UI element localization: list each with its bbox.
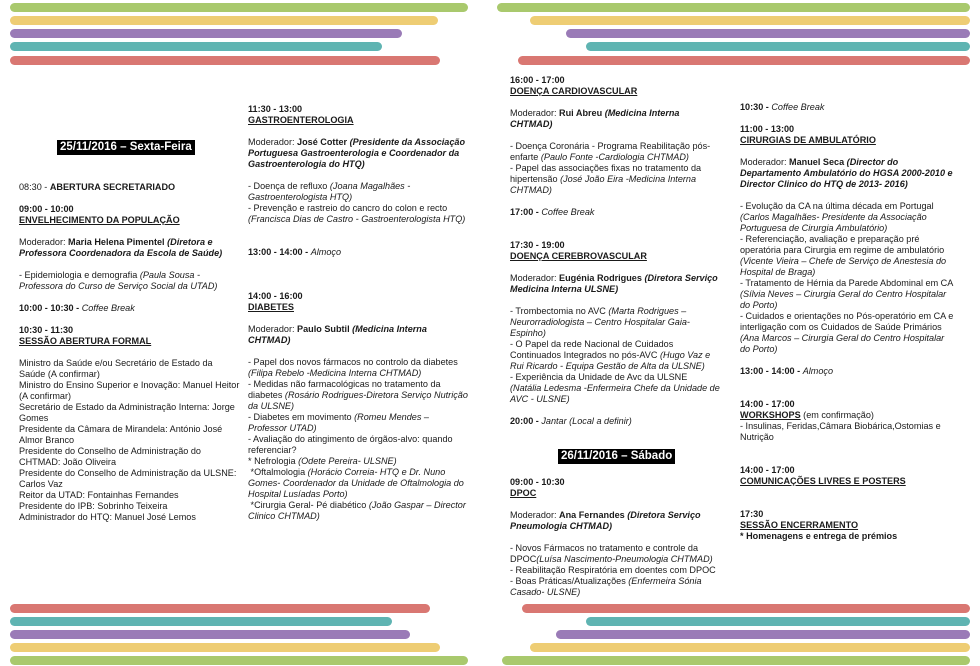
schedule-entry: 08:30 - ABERTURA SECRETARIADO: [19, 182, 176, 192]
column-2: [248, 104, 470, 522]
talk-item: - Trombectomia no AVC (Marta Rodrigues – Neurorradiologista – Centro Hospitalar Gaia-Espinho): [510, 306, 690, 338]
talk-item: - Papel dos novos fármacos no controlo da diabetes (Filipa Rebelo -Medicina Interna CHTMAD): [248, 357, 458, 378]
stripe: [10, 617, 392, 626]
moderator: Moderador: Eugénia Rodrigues (Diretora Serviço Medicina Interna ULSNE): [510, 273, 718, 294]
talk-item: *Oftalmologia (Horácio Correia- HTQ e Dr. Nuno Gomes- Coordenador da Unidade de Oftalmologia do Hospital Lusíadas Porto): [248, 467, 464, 499]
session-title: DPOC: [510, 488, 537, 498]
opening-line: Presidente do Conselho de Administração da ULSNE: Carlos Vaz: [19, 468, 237, 489]
session-time: 17:30: [740, 509, 764, 519]
moderator: Moderador: Manuel Seca (Director do Departamento Ambulatório do HGSA 2000-2010 e Director Clinico do HTQ de 2013- 2016): [740, 157, 953, 189]
break-item: 10:30 - Coffee Break: [740, 102, 825, 112]
column-3: [510, 75, 720, 598]
session-time: 11:00 - 13:00: [740, 124, 795, 134]
session-time: 16:00 - 17:00: [510, 75, 565, 85]
talk-item: - Medidas não farmacológicas no tratamento da diabetes (Rosário Rodrigues-Diretora Serviço Nutrição da ULSNE): [248, 379, 468, 411]
session-title: DIABETES: [248, 302, 294, 312]
opening-line: Ministro do Ensino Superior e Inovação: Manuel Heitor (A confirmar): [19, 380, 240, 401]
break-item: 10:00 - 10:30 - Coffee Break: [19, 303, 135, 313]
moderator: Moderador: Rui Abreu (Medicina Interna CHTMAD): [510, 108, 680, 129]
stripe: [10, 56, 440, 65]
stripe: [566, 29, 970, 38]
column-1: [19, 140, 241, 523]
talk-item: - Referenciação, avaliação e preparação pré operatória para Cirurgia em regime de ambulatório (Vicente Vieira – Chefe de Serviço de Anestesia do Hospital de Braga): [740, 234, 947, 277]
stripe: [530, 643, 970, 652]
talk-item: - Epidemiologia e demografia (Paula Sousa - Professora do Curso de Serviço Social da UTAD): [19, 270, 218, 291]
session-title: CIRURGIAS DE AMBULATÓRIO: [740, 135, 876, 145]
talk-item: - Avaliação do atingimento de órgãos-alvo: quando referenciar?: [248, 434, 453, 455]
moderator: Moderador: José Cotter (Presidente da Associação Portuguesa Gastroenterologia e Coordenador da Gastroenterologia do HTQ): [248, 137, 466, 169]
session-title: SESSÃO ENCERRAMENTO: [740, 520, 859, 530]
talk-item: - Tratamento de Hérnia da Parede Abdominal em CA (Sílvia Neves – Cirurgia Geral do Centro Hospitalar do Porto): [740, 278, 953, 310]
stripe: [556, 630, 970, 639]
opening-line: Administrador do HTQ: Manuel José Lemos: [19, 512, 196, 522]
talk-item: - Evolução da CA na última década em Portugal (Carlos Magalhães- Presidente da Associação Portuguesa de Cirurgia Ambulatório): [740, 201, 934, 233]
stripe: [10, 656, 468, 665]
day-header: 26/11/2016 – Sábado: [558, 449, 675, 464]
opening-line: Presidente da Câmara de Mirandela: António José Almor Branco: [19, 424, 223, 445]
talk-item: - Doença de refluxo (Joana Magalhães - Gastroenterologista HTQ): [248, 181, 411, 202]
talk-item: - Diabetes em movimento (Romeu Mendes – Professor UTAD): [248, 412, 429, 433]
talk-item: *Cirurgia Geral- Pé diabético (João Gaspar – Director Clinico CHTMAD): [248, 500, 466, 521]
opening-line: Ministro da Saúde e/ou Secretário de Estado da Saúde (A confirmar): [19, 358, 213, 379]
moderator: Moderador: Paulo Subtil (Medicina Interna CHTMAD): [248, 324, 427, 345]
stripe: [586, 617, 970, 626]
break-item: 17:00 - Coffee Break: [510, 207, 595, 217]
session-time: 09:00 - 10:00: [19, 204, 74, 214]
talk-item: - Papel das associações fixas no tratamento da hipertensão (José João Eira -Medicina Interna CHTMAD): [510, 163, 702, 195]
talk-item: - Prevenção e rastreio do cancro do colon e recto (Francisca Dias de Castro - Gastroenterologista HTQ): [248, 203, 466, 224]
stripe: [10, 16, 438, 25]
session-title: DOENÇA CARDIOVASCULAR: [510, 86, 638, 96]
talk-item: * Nefrologia (Odete Pereira- ULSNE): [248, 456, 397, 466]
break-item: 13:00 - 14:00 - Almoço: [248, 247, 342, 257]
column-4: [740, 102, 955, 542]
session-title: SESSÃO ABERTURA FORMAL: [19, 336, 152, 346]
session-title: DOENÇA CEREBROVASCULAR: [510, 251, 647, 261]
session-time: 17:30 - 19:00: [510, 240, 565, 250]
stripe: [10, 29, 402, 38]
stripe: [502, 656, 970, 665]
session-title: GASTROENTEROLOGIA: [248, 115, 354, 125]
opening-line: Presidente do Conselho de Administração do CHTMAD: João Oliveira: [19, 446, 201, 467]
session-time: 11:30 - 13:00: [248, 104, 303, 114]
opening-line: Secretário de Estado da Administração Interna: Jorge Gomes: [19, 402, 235, 423]
session-time: 09:00 - 10:30: [510, 477, 565, 487]
stripe: [497, 3, 970, 12]
stripe: [530, 16, 970, 25]
opening-line: Presidente do IPB: Sobrinho Teixeira: [19, 501, 168, 511]
stripe: [10, 3, 468, 12]
day-header: 25/11/2016 – Sexta-Feira: [57, 140, 195, 155]
session-time: 14:00 - 17:00: [740, 399, 795, 409]
stripe: [10, 42, 382, 51]
moderator: Moderador: Ana Fernandes (Diretora Serviço Pneumologia CHTMAD): [510, 510, 701, 531]
stripe: [10, 643, 440, 652]
talk-item: - O Papel da rede Nacional de Cuidados Continuados Integrados no pós-AVC (Hugo Vaz e Rui Ricardo - Equipa Gestão de Alta da ULSNE): [510, 339, 711, 371]
moderator: Moderador: Maria Helena Pimentel (Diretora e Professora Coordenadora da Escola de Saúde): [19, 237, 223, 258]
opening-line: Reitor da UTAD: Fontainhas Fernandes: [19, 490, 179, 500]
talk-item: - Insulinas, Feridas,Câmara Biobárica,Ostomias e Nutrição: [740, 421, 941, 442]
talk-item: - Novos Fármacos no tratamento e controle da DPOC(Luísa Nascimento-Pneumologia CHTMAD): [510, 543, 713, 564]
session-time: 10:30 - 11:30: [19, 325, 74, 335]
talk-item: - Experiência da Unidade de Avc da ULSNE (Natália Ledesma -Enfermeira Chefe da Unidade de AVC - ULSNE): [510, 372, 720, 404]
session-title: COMUNICAÇÕES LIVRES E POSTERS: [740, 476, 906, 486]
session-title: ENVELHECIMENTO DA POPULAÇÃO: [19, 215, 180, 225]
stripe: [10, 604, 430, 613]
break-item: 13:00 - 14:00 - Almoço: [740, 366, 834, 376]
stripe: [518, 56, 970, 65]
session-title-line: WORKSHOPS (em confirmação): [740, 410, 874, 420]
stripe: [586, 42, 970, 51]
session-time: 14:00 - 17:00: [740, 465, 795, 475]
talk-item: - Reabilitação Respiratória em doentes com DPOC - Boas Práticas/Atualizações (Enfermeira Sónia Casado- ULSNE): [510, 565, 716, 597]
session-time: 14:00 - 16:00: [248, 291, 303, 301]
talk-item: * Homenagens e entrega de prémios: [740, 531, 898, 541]
talk-item: - Cuidados e orientações no Pós-operatório em CA e interligação com os Cuidados de Saúde Primários (Ana Marcos – Cirurgia Geral do Centro Hospitalar do Porto): [740, 311, 954, 354]
stripe: [522, 604, 970, 613]
stripe: [10, 630, 410, 639]
break-item: 20:00 - Jantar (Local a definir): [510, 416, 632, 426]
talk-item: - Doença Coronária - Programa Reabilitação pós-enfarte (Paulo Fonte -Cardiologia CHTMAD): [510, 141, 711, 162]
